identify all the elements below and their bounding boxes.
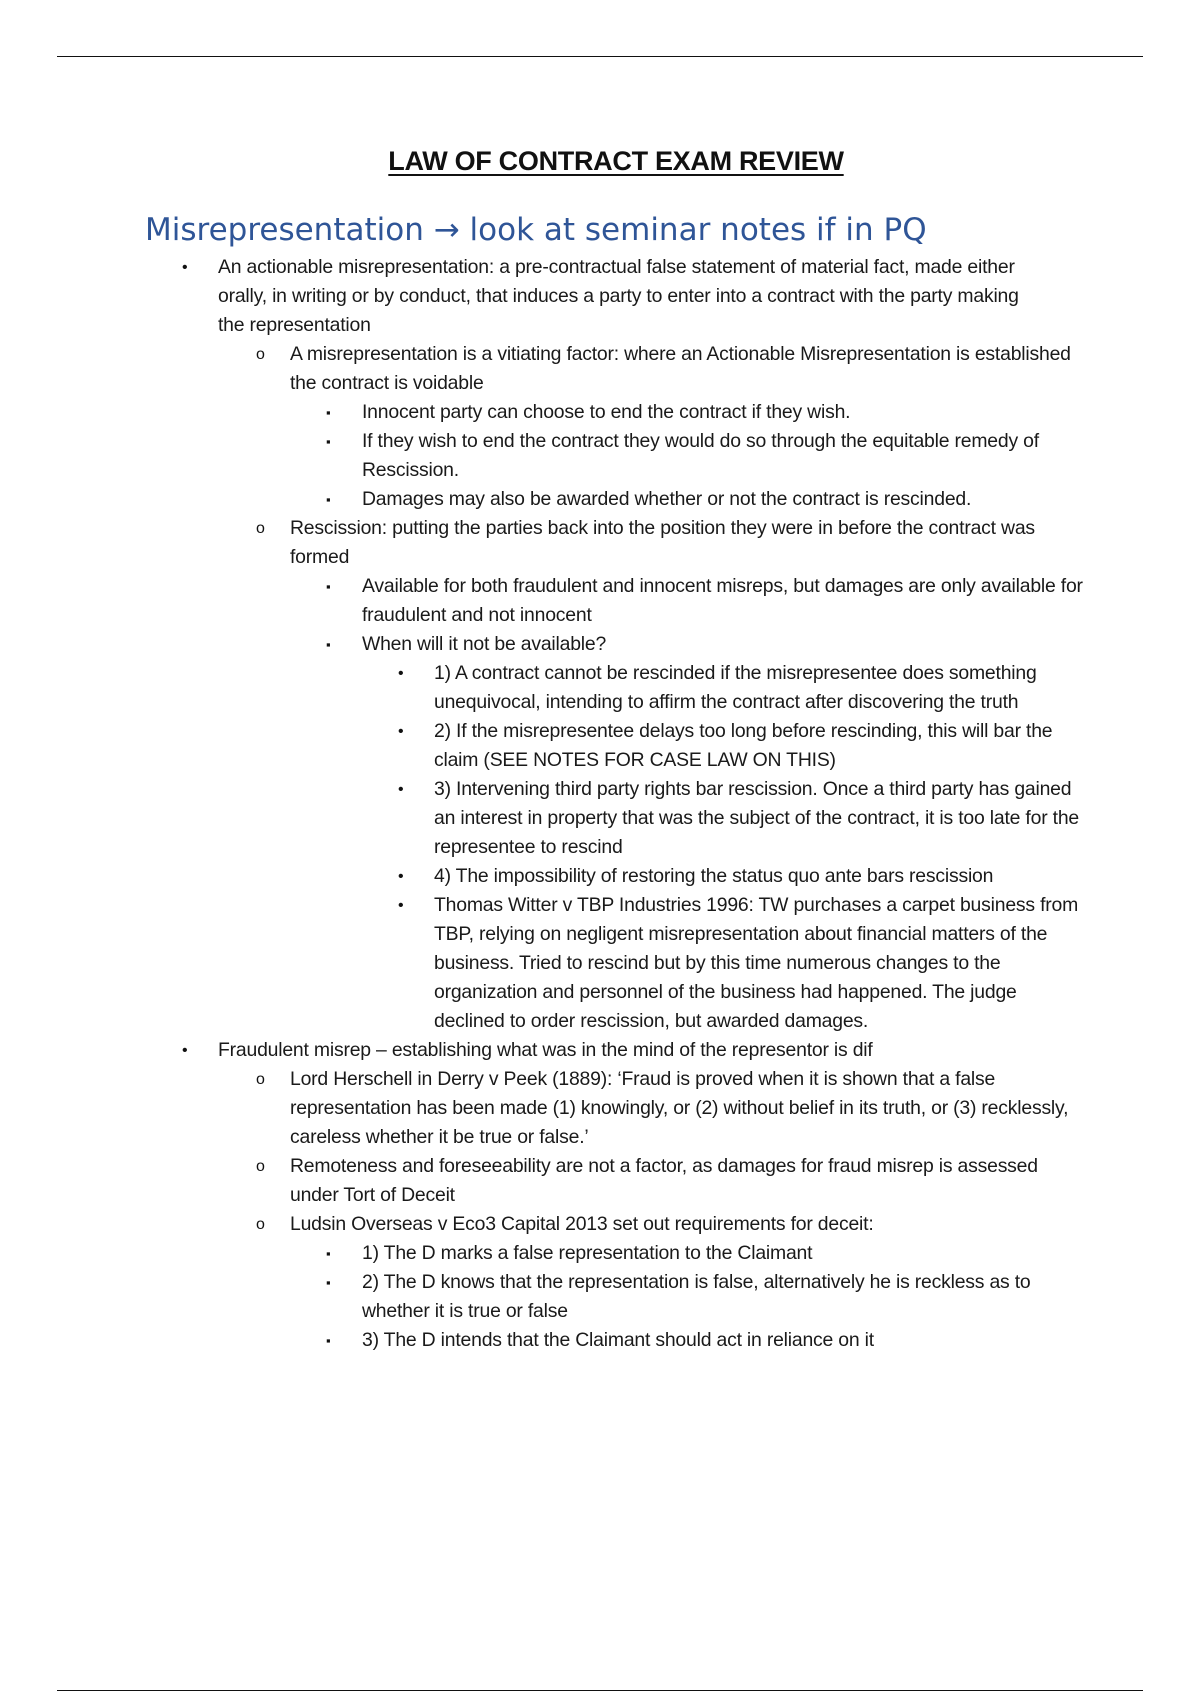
sub-list <box>218 1065 1069 1355</box>
list-item <box>326 485 1085 514</box>
list-item <box>256 514 1085 1036</box>
item-text: Damages may also be awarded whether or not the contract is rescinded. <box>362 488 972 510</box>
item-text: 3) The D intends that the Claimant should act in reliance on it <box>362 1329 874 1351</box>
bullet-marker: • <box>398 665 404 682</box>
square-marker: ▪ <box>326 405 331 420</box>
bullet-marker: • <box>182 259 188 276</box>
sub-list <box>218 340 1083 1036</box>
list-item <box>326 398 1085 427</box>
sub-list <box>290 1239 1085 1355</box>
bullet-marker: • <box>398 897 404 914</box>
header-rule <box>57 56 1143 57</box>
list-item <box>398 775 1085 862</box>
list-item <box>326 1268 1085 1326</box>
list-item <box>398 891 1085 1036</box>
list-item <box>256 1210 1085 1355</box>
item-text: Thomas Witter v TBP Industries 1996: TW purchases a carpet business from TBP, relying on negligent misrepresentation about financial matters of the business. Tried to rescind but by this time numerous changes to the organization and personnel of the business had happened. The judge declined to order rescission, but awarded damages. <box>434 894 1079 1032</box>
document-title: LAW OF CONTRACT EXAM REVIEW <box>388 146 844 176</box>
list-item <box>256 340 1085 514</box>
item-text: 1) The D marks a false representation to the Claimant <box>362 1242 813 1264</box>
item-text: If they wish to end the contract they would do so through the equitable remedy of Rescission. <box>362 430 1039 481</box>
item-text: 3) Intervening third party rights bar rescission. Once a third party has gained an interest in property that was the subject of the contract, it is too late for the representee to rescind <box>434 778 1079 858</box>
item-text: Lord Herschell in Derry v Peek (1889): ‘Fraud is proved when it is shown that a false representation has been made (1) knowingly, or (2) without belief in its truth, or (3) recklessly, careless whether it be true or false.’ <box>290 1068 1069 1148</box>
bullet-marker: • <box>182 1042 188 1059</box>
square-marker: ▪ <box>326 492 331 507</box>
sub-list <box>290 398 1085 514</box>
item-text: 2) If the misrepresentee delays too long before rescinding, this will bar the claim (SEE NOTES FOR CASE LAW ON THIS) <box>434 720 1053 771</box>
item-text: 1) A contract cannot be rescinded if the misrepresentee does something unequivocal, intending to affirm the contract after discovering the truth <box>434 662 1037 713</box>
list-item <box>182 1036 1069 1355</box>
list-item <box>326 1239 1085 1268</box>
square-marker: ▪ <box>326 579 331 594</box>
bullet-marker: • <box>398 868 404 885</box>
square-marker: ▪ <box>326 637 331 652</box>
bullet-marker: • <box>398 723 404 740</box>
item-text: An actionable misrepresentation: a pre-contractual false statement of material fact, made either orally, in writing or by conduct, that induces a party to enter into a contract with the party making the representation <box>218 256 1019 336</box>
item-text: Innocent party can choose to end the contract if they wish. <box>362 401 851 423</box>
section-heading: Misrepresentation → look at seminar notes if in PQ <box>145 212 927 248</box>
item-text: 4) The impossibility of restoring the status quo ante bars rescission <box>434 865 994 887</box>
list-item <box>326 572 1085 630</box>
list-item <box>398 862 1085 891</box>
circle-marker: o <box>256 1071 265 1088</box>
sub-list <box>362 659 1085 1036</box>
circle-marker: o <box>256 1158 265 1175</box>
item-text: When will it not be available? <box>362 633 607 655</box>
list-item <box>326 1326 1085 1355</box>
document-body <box>0 253 1200 1355</box>
square-marker: ▪ <box>326 1246 331 1261</box>
item-text: A misrepresentation is a vitiating factor: where an Actionable Misrepresentation is established the contract is voidable <box>290 343 1071 394</box>
item-text: Ludsin Overseas v Eco3 Capital 2013 set out requirements for deceit: <box>290 1213 874 1235</box>
item-text: Fraudulent misrep – establishing what was in the mind of the representor is dif <box>218 1039 873 1061</box>
list-item <box>182 253 1083 1036</box>
outline-list <box>0 253 1200 1355</box>
circle-marker: o <box>256 520 265 537</box>
square-marker: ▪ <box>326 434 331 449</box>
list-item <box>398 717 1085 775</box>
list-item <box>256 1152 1085 1210</box>
list-item <box>398 659 1085 717</box>
footer-rule <box>57 1690 1143 1691</box>
item-text: 2) The D knows that the representation is false, alternatively he is reckless as to whether it is true or false <box>362 1271 1031 1322</box>
item-text: Remoteness and foreseeability are not a factor, as damages for fraud misrep is assessed under Tort of Deceit <box>290 1155 1038 1206</box>
square-marker: ▪ <box>326 1333 331 1348</box>
circle-marker: o <box>256 346 265 363</box>
item-text: Available for both fraudulent and innocent misreps, but damages are only available for fraudulent and not innocent <box>362 575 1083 626</box>
list-item <box>256 1065 1085 1152</box>
square-marker: ▪ <box>326 1275 331 1290</box>
list-item <box>326 427 1085 485</box>
circle-marker: o <box>256 1216 265 1233</box>
bullet-marker: • <box>398 781 404 798</box>
list-item <box>326 630 1085 1036</box>
sub-list <box>290 572 1085 1036</box>
item-text: Rescission: putting the parties back into the position they were in before the contract was formed <box>290 517 1035 568</box>
